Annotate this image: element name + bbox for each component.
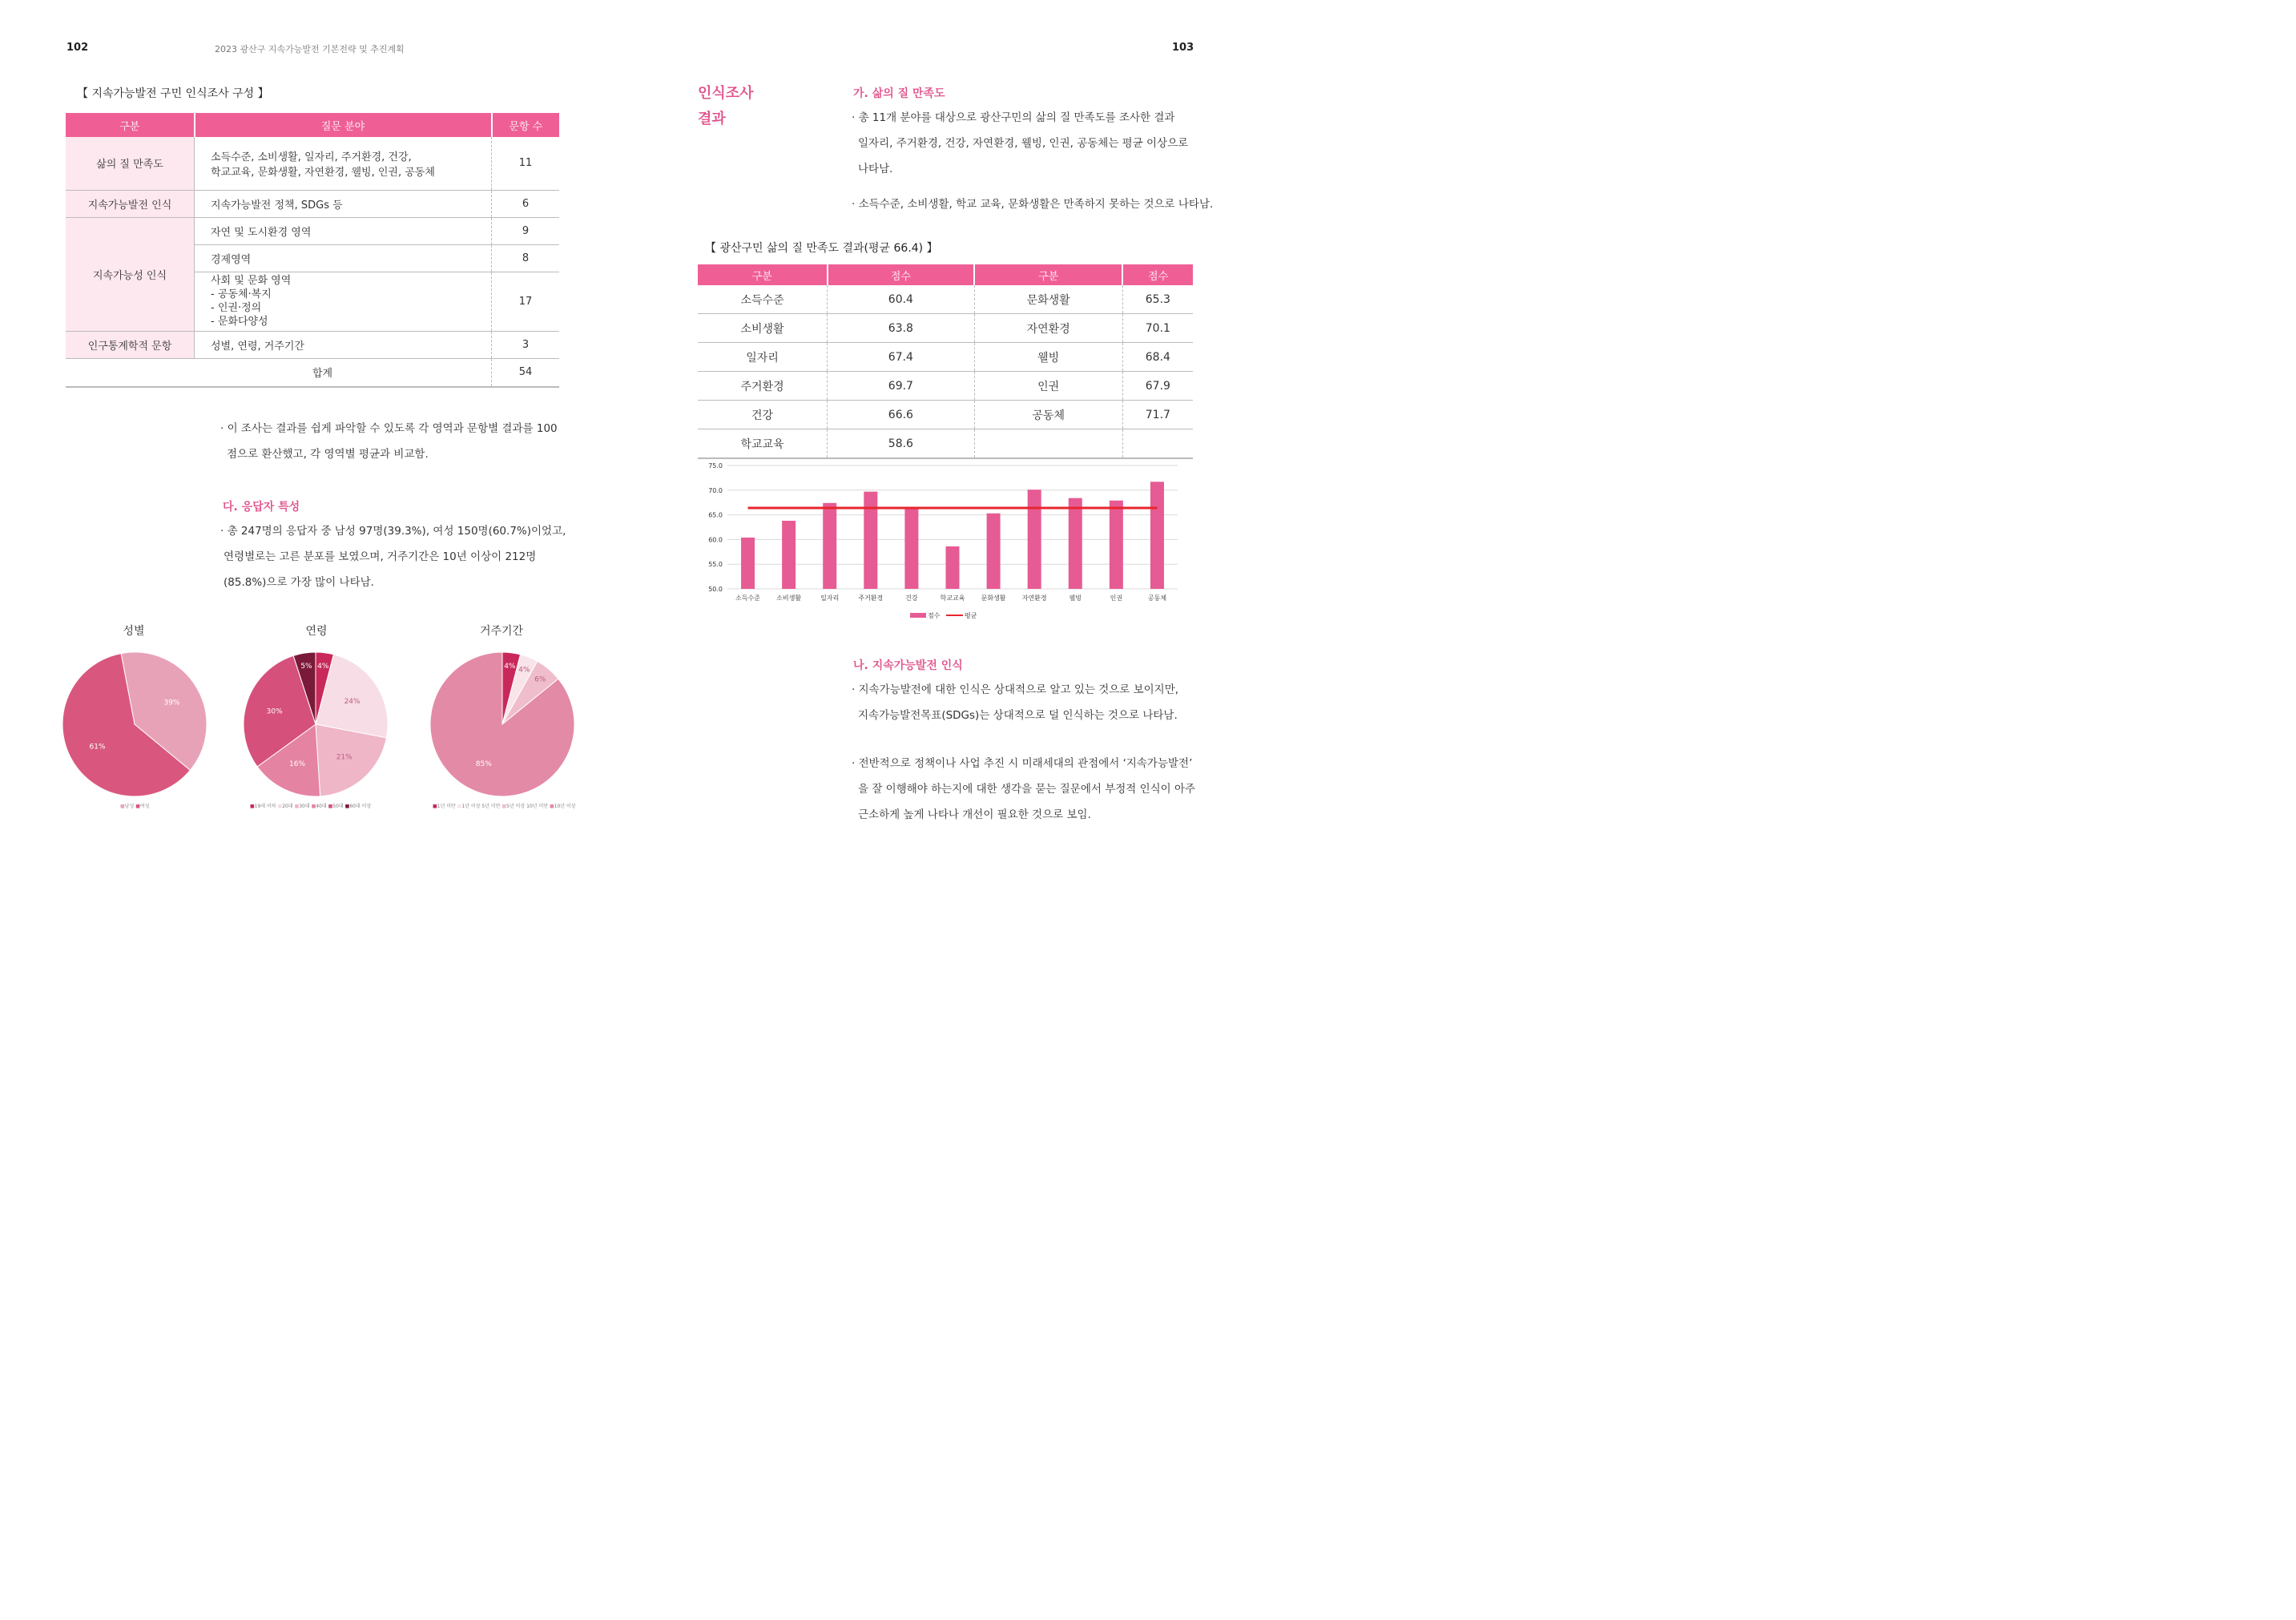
sdg-line: · 전반적으로 정책이나 사업 추진 시 미래세대의 관점에서 ‘지속가능발전’ bbox=[852, 757, 1193, 770]
header-score: 점수 bbox=[828, 264, 975, 285]
cell-score: 67.4 bbox=[828, 343, 975, 372]
bar bbox=[904, 507, 918, 589]
qol-heading: 가. 삶의 질 만족도 bbox=[853, 87, 945, 100]
legend-label: 10년 이상 bbox=[554, 804, 576, 809]
row-field bbox=[195, 137, 492, 190]
cell-score: 66.6 bbox=[828, 401, 975, 429]
legend-label: 1년 이상 5년 미만 bbox=[461, 804, 501, 809]
cell-score: 67.9 bbox=[1122, 372, 1193, 401]
table-row bbox=[698, 314, 1193, 343]
x-tick-label: 주거환경 bbox=[858, 594, 884, 602]
legend-label: 19세 이하 bbox=[254, 804, 276, 809]
legend-marker: ■ bbox=[457, 804, 462, 809]
pie-title-gender: 성별 bbox=[123, 625, 145, 638]
legend-label: 60대 이상 bbox=[349, 804, 372, 809]
cell-category: 건강 bbox=[698, 401, 828, 429]
pie-value-label: 61% bbox=[89, 743, 106, 752]
legend-marker: ■ bbox=[135, 804, 140, 809]
sdg-heading: 나. 지속가능발전 인식 bbox=[853, 659, 963, 672]
qol-bar-chart bbox=[697, 457, 1194, 627]
result-table-title: 【 광산구민 삶의 질 만족도 결과(평균 66.4) 】 bbox=[705, 242, 938, 255]
header-category: 구분 bbox=[698, 264, 828, 285]
cell-category: 웰빙 bbox=[974, 343, 1122, 372]
legend-label: 50대 bbox=[332, 804, 344, 809]
row-field: 자연 및 도시환경 영역 bbox=[195, 217, 492, 244]
qol-line: 일자리, 주거환경, 건강, 자연환경, 웰빙, 인권, 공동체는 평균 이상으로 bbox=[858, 137, 1189, 150]
x-tick-label: 공동체 bbox=[1147, 594, 1167, 602]
cell-score: 60.4 bbox=[828, 285, 975, 314]
cell-score: 58.6 bbox=[828, 429, 975, 459]
row-category: 지속가능성 인식 bbox=[66, 217, 195, 331]
cell-category bbox=[974, 429, 1122, 459]
respondent-line: 연령별로는 고른 분포를 보였으며, 거주기간은 10년 이상이 212명 bbox=[224, 550, 537, 563]
table-row bbox=[698, 285, 1193, 314]
legend-label: 점수 bbox=[928, 612, 941, 619]
bar bbox=[1028, 490, 1041, 589]
qol-line: 나타남. bbox=[858, 163, 893, 175]
field-line: 사회 및 문화 영역 bbox=[211, 275, 292, 287]
pie-title-age: 연령 bbox=[305, 625, 328, 638]
pie-value-label: 4% bbox=[317, 662, 329, 671]
side-heading-line: 결과 bbox=[698, 111, 726, 127]
cell-score bbox=[1122, 429, 1193, 459]
pie-value-label: 16% bbox=[289, 760, 306, 768]
pie-value-label: 5% bbox=[300, 663, 312, 671]
x-tick-label: 인권 bbox=[1110, 594, 1123, 602]
row-field: 경제영역 bbox=[195, 244, 492, 272]
bar bbox=[987, 514, 1001, 589]
legend-marker: ■ bbox=[294, 804, 300, 809]
header-score: 점수 bbox=[1122, 264, 1193, 285]
cell-category: 주거환경 bbox=[698, 372, 828, 401]
sdg-line: 을 잘 이행해야 하는지에 대한 생각을 묻는 질문에서 부정적 인식이 아주 bbox=[858, 783, 1196, 796]
bar bbox=[946, 546, 960, 589]
row-count: 11 bbox=[492, 137, 560, 190]
total-value: 54 bbox=[492, 358, 560, 387]
legend-marker: ■ bbox=[311, 804, 316, 809]
header-category: 구분 bbox=[974, 264, 1122, 285]
row-field: 지속가능발전 정책, SDGs 등 bbox=[195, 190, 492, 217]
pie-chart-gender bbox=[56, 647, 213, 804]
y-tick-label: 55.0 bbox=[708, 561, 723, 569]
pie-legend-gender bbox=[120, 802, 149, 809]
cell-category: 문화생활 bbox=[974, 285, 1122, 314]
note-line: · 이 조사는 결과를 쉽게 파악할 수 있도록 각 영역과 문항별 결과를 100 bbox=[220, 422, 558, 435]
legend-label: 40대 bbox=[316, 804, 327, 809]
header-field: 질문 분야 bbox=[195, 113, 492, 137]
legend-marker: ■ bbox=[250, 804, 255, 809]
legend-label: 20대 bbox=[282, 804, 293, 809]
header-count: 문항 수 bbox=[492, 113, 560, 137]
legend-marker: ■ bbox=[433, 804, 437, 809]
sdg-line: · 지속가능발전에 대한 인식은 상대적으로 알고 있는 것으로 보이지만, bbox=[852, 683, 1179, 696]
x-tick-label: 자연환경 bbox=[1021, 594, 1047, 602]
table-row bbox=[66, 217, 559, 244]
y-tick-label: 75.0 bbox=[708, 462, 723, 469]
row-field bbox=[195, 272, 492, 331]
x-tick-label: 문화생활 bbox=[981, 594, 1006, 602]
table-row bbox=[698, 429, 1193, 459]
cell-category: 소득수준 bbox=[698, 285, 828, 314]
legend-label: 여성 bbox=[139, 804, 150, 809]
qol-result-table bbox=[698, 264, 1193, 459]
row-count: 9 bbox=[492, 217, 560, 244]
qol-line: · 소득수준, 소비생활, 학교 교육, 문화생활은 만족하지 못하는 것으로 나타남. bbox=[852, 198, 1214, 211]
legend-marker: ■ bbox=[328, 804, 333, 809]
x-tick-label: 웰빙 bbox=[1069, 594, 1082, 602]
table-row bbox=[66, 331, 559, 358]
legend-marker bbox=[910, 613, 926, 618]
sdg-line: 지속가능발전목표(SDGs)는 상대적으로 덜 인식하는 것으로 나타남. bbox=[858, 709, 1178, 722]
qol-paragraph bbox=[852, 105, 1213, 217]
table-row bbox=[698, 343, 1193, 372]
note-paragraph bbox=[220, 416, 558, 467]
pie-value-label: 4% bbox=[504, 662, 516, 671]
pie-value-label: 85% bbox=[475, 760, 492, 768]
bar bbox=[823, 503, 836, 589]
field-line: 학교교육, 문화생활, 자연환경, 웰빙, 인권, 공동체 bbox=[211, 166, 435, 179]
legend-label: 남성 bbox=[124, 804, 135, 809]
y-tick-label: 65.0 bbox=[708, 511, 723, 519]
legend-marker: ■ bbox=[120, 804, 125, 809]
side-heading bbox=[698, 81, 754, 132]
x-tick-label: 소비생활 bbox=[776, 594, 802, 602]
pie-value-label: 24% bbox=[344, 698, 361, 707]
cell-category: 인권 bbox=[974, 372, 1122, 401]
bar bbox=[782, 521, 796, 589]
cell-category: 자연환경 bbox=[974, 314, 1122, 343]
cell-category: 일자리 bbox=[698, 343, 828, 372]
pie-legend-residence bbox=[433, 802, 576, 809]
header-category: 구분 bbox=[66, 113, 195, 137]
row-category: 삶의 질 만족도 bbox=[66, 137, 195, 190]
page-number-right: 103 bbox=[1172, 42, 1194, 54]
table-row bbox=[66, 190, 559, 217]
respondent-paragraph bbox=[220, 518, 566, 595]
pie-value-label: 30% bbox=[266, 707, 283, 716]
sdg-paragraph bbox=[852, 677, 1195, 828]
sdg-line: 근소하게 높게 나타나 개선이 필요한 것으로 보임. bbox=[858, 808, 1091, 821]
legend-marker: ■ bbox=[501, 804, 507, 809]
note-line: 점으로 환산했고, 각 영역별 평균과 비교함. bbox=[227, 448, 429, 461]
field-line: 소득수준, 소비생활, 일자리, 주거환경, 건강, bbox=[211, 151, 412, 163]
qol-line: · 총 11개 분야를 대상으로 광산구민의 삶의 질 만족도를 조사한 결과 bbox=[852, 111, 1175, 124]
table-row bbox=[698, 401, 1193, 429]
respondent-heading: 다. 응답자 특성 bbox=[223, 501, 300, 514]
cell-score: 71.7 bbox=[1122, 401, 1193, 429]
row-count: 17 bbox=[492, 272, 560, 331]
legend-marker: ■ bbox=[550, 804, 554, 809]
x-tick-label: 건강 bbox=[905, 594, 918, 602]
x-tick-label: 일자리 bbox=[820, 594, 840, 602]
row-field: 성별, 연령, 거주기간 bbox=[195, 331, 492, 358]
cell-category: 공동체 bbox=[974, 401, 1122, 429]
legend-label: 5년 이상 10년 미만 bbox=[506, 804, 549, 809]
page-number-left: 102 bbox=[66, 42, 89, 54]
bar bbox=[864, 492, 877, 589]
cell-score: 68.4 bbox=[1122, 343, 1193, 372]
table-row bbox=[698, 372, 1193, 401]
legend-marker: ■ bbox=[277, 804, 283, 809]
field-line: - 문화다양성 bbox=[211, 316, 268, 328]
cell-score: 63.8 bbox=[828, 314, 975, 343]
cell-score: 65.3 bbox=[1122, 285, 1193, 314]
bar bbox=[1069, 498, 1082, 589]
pie-chart-age bbox=[239, 647, 396, 804]
table-row bbox=[66, 137, 559, 190]
cell-score: 70.1 bbox=[1122, 314, 1193, 343]
y-tick-label: 50.0 bbox=[708, 586, 723, 593]
pie-title-residence: 거주기간 bbox=[479, 625, 524, 638]
bar bbox=[741, 538, 755, 589]
row-count: 8 bbox=[492, 244, 560, 272]
respondent-line: (85.8%)으로 가장 많이 나타남. bbox=[224, 576, 374, 589]
cell-category: 소비생활 bbox=[698, 314, 828, 343]
legend-label: 평균 bbox=[965, 612, 977, 619]
legend-label: 30대 bbox=[299, 804, 310, 809]
row-category: 지속가능발전 인식 bbox=[66, 190, 195, 217]
pie-legend-age bbox=[250, 802, 371, 809]
respondent-line: · 총 247명의 응답자 중 남성 97명(39.3%), 여성 150명(60.7%)이었고, bbox=[220, 525, 566, 538]
pie-value-label: 4% bbox=[518, 666, 530, 675]
field-line: - 인권·정의 bbox=[211, 302, 262, 314]
x-tick-label: 학교교육 bbox=[940, 594, 965, 602]
pie-chart-residence bbox=[425, 647, 582, 804]
table-total-row bbox=[66, 358, 559, 387]
bar bbox=[1150, 482, 1164, 589]
x-tick-label: 소득수준 bbox=[735, 594, 761, 602]
side-heading-line: 인식조사 bbox=[698, 85, 754, 102]
y-tick-label: 60.0 bbox=[708, 536, 723, 544]
field-line: - 공동체·복지 bbox=[211, 288, 272, 300]
y-tick-label: 70.0 bbox=[708, 486, 723, 494]
row-count: 3 bbox=[492, 331, 560, 358]
survey-table-title: 【 지속가능발전 구민 인식조사 구성 】 bbox=[77, 87, 269, 100]
cell-category: 학교교육 bbox=[698, 429, 828, 459]
row-category: 인구통계학적 문항 bbox=[66, 331, 195, 358]
pie-value-label: 6% bbox=[534, 675, 546, 684]
legend-marker: ■ bbox=[344, 804, 350, 809]
survey-composition-table bbox=[66, 113, 559, 388]
bar bbox=[1110, 501, 1123, 589]
pie-value-label: 21% bbox=[336, 753, 352, 762]
total-label: 합계 bbox=[66, 358, 492, 387]
legend-label: 1년 미만 bbox=[437, 804, 456, 809]
running-title: 2023 광산구 지속가능발전 기본전략 및 추진계획 bbox=[215, 44, 405, 54]
row-count: 6 bbox=[492, 190, 560, 217]
pie-value-label: 39% bbox=[163, 699, 180, 707]
cell-score: 69.7 bbox=[828, 372, 975, 401]
